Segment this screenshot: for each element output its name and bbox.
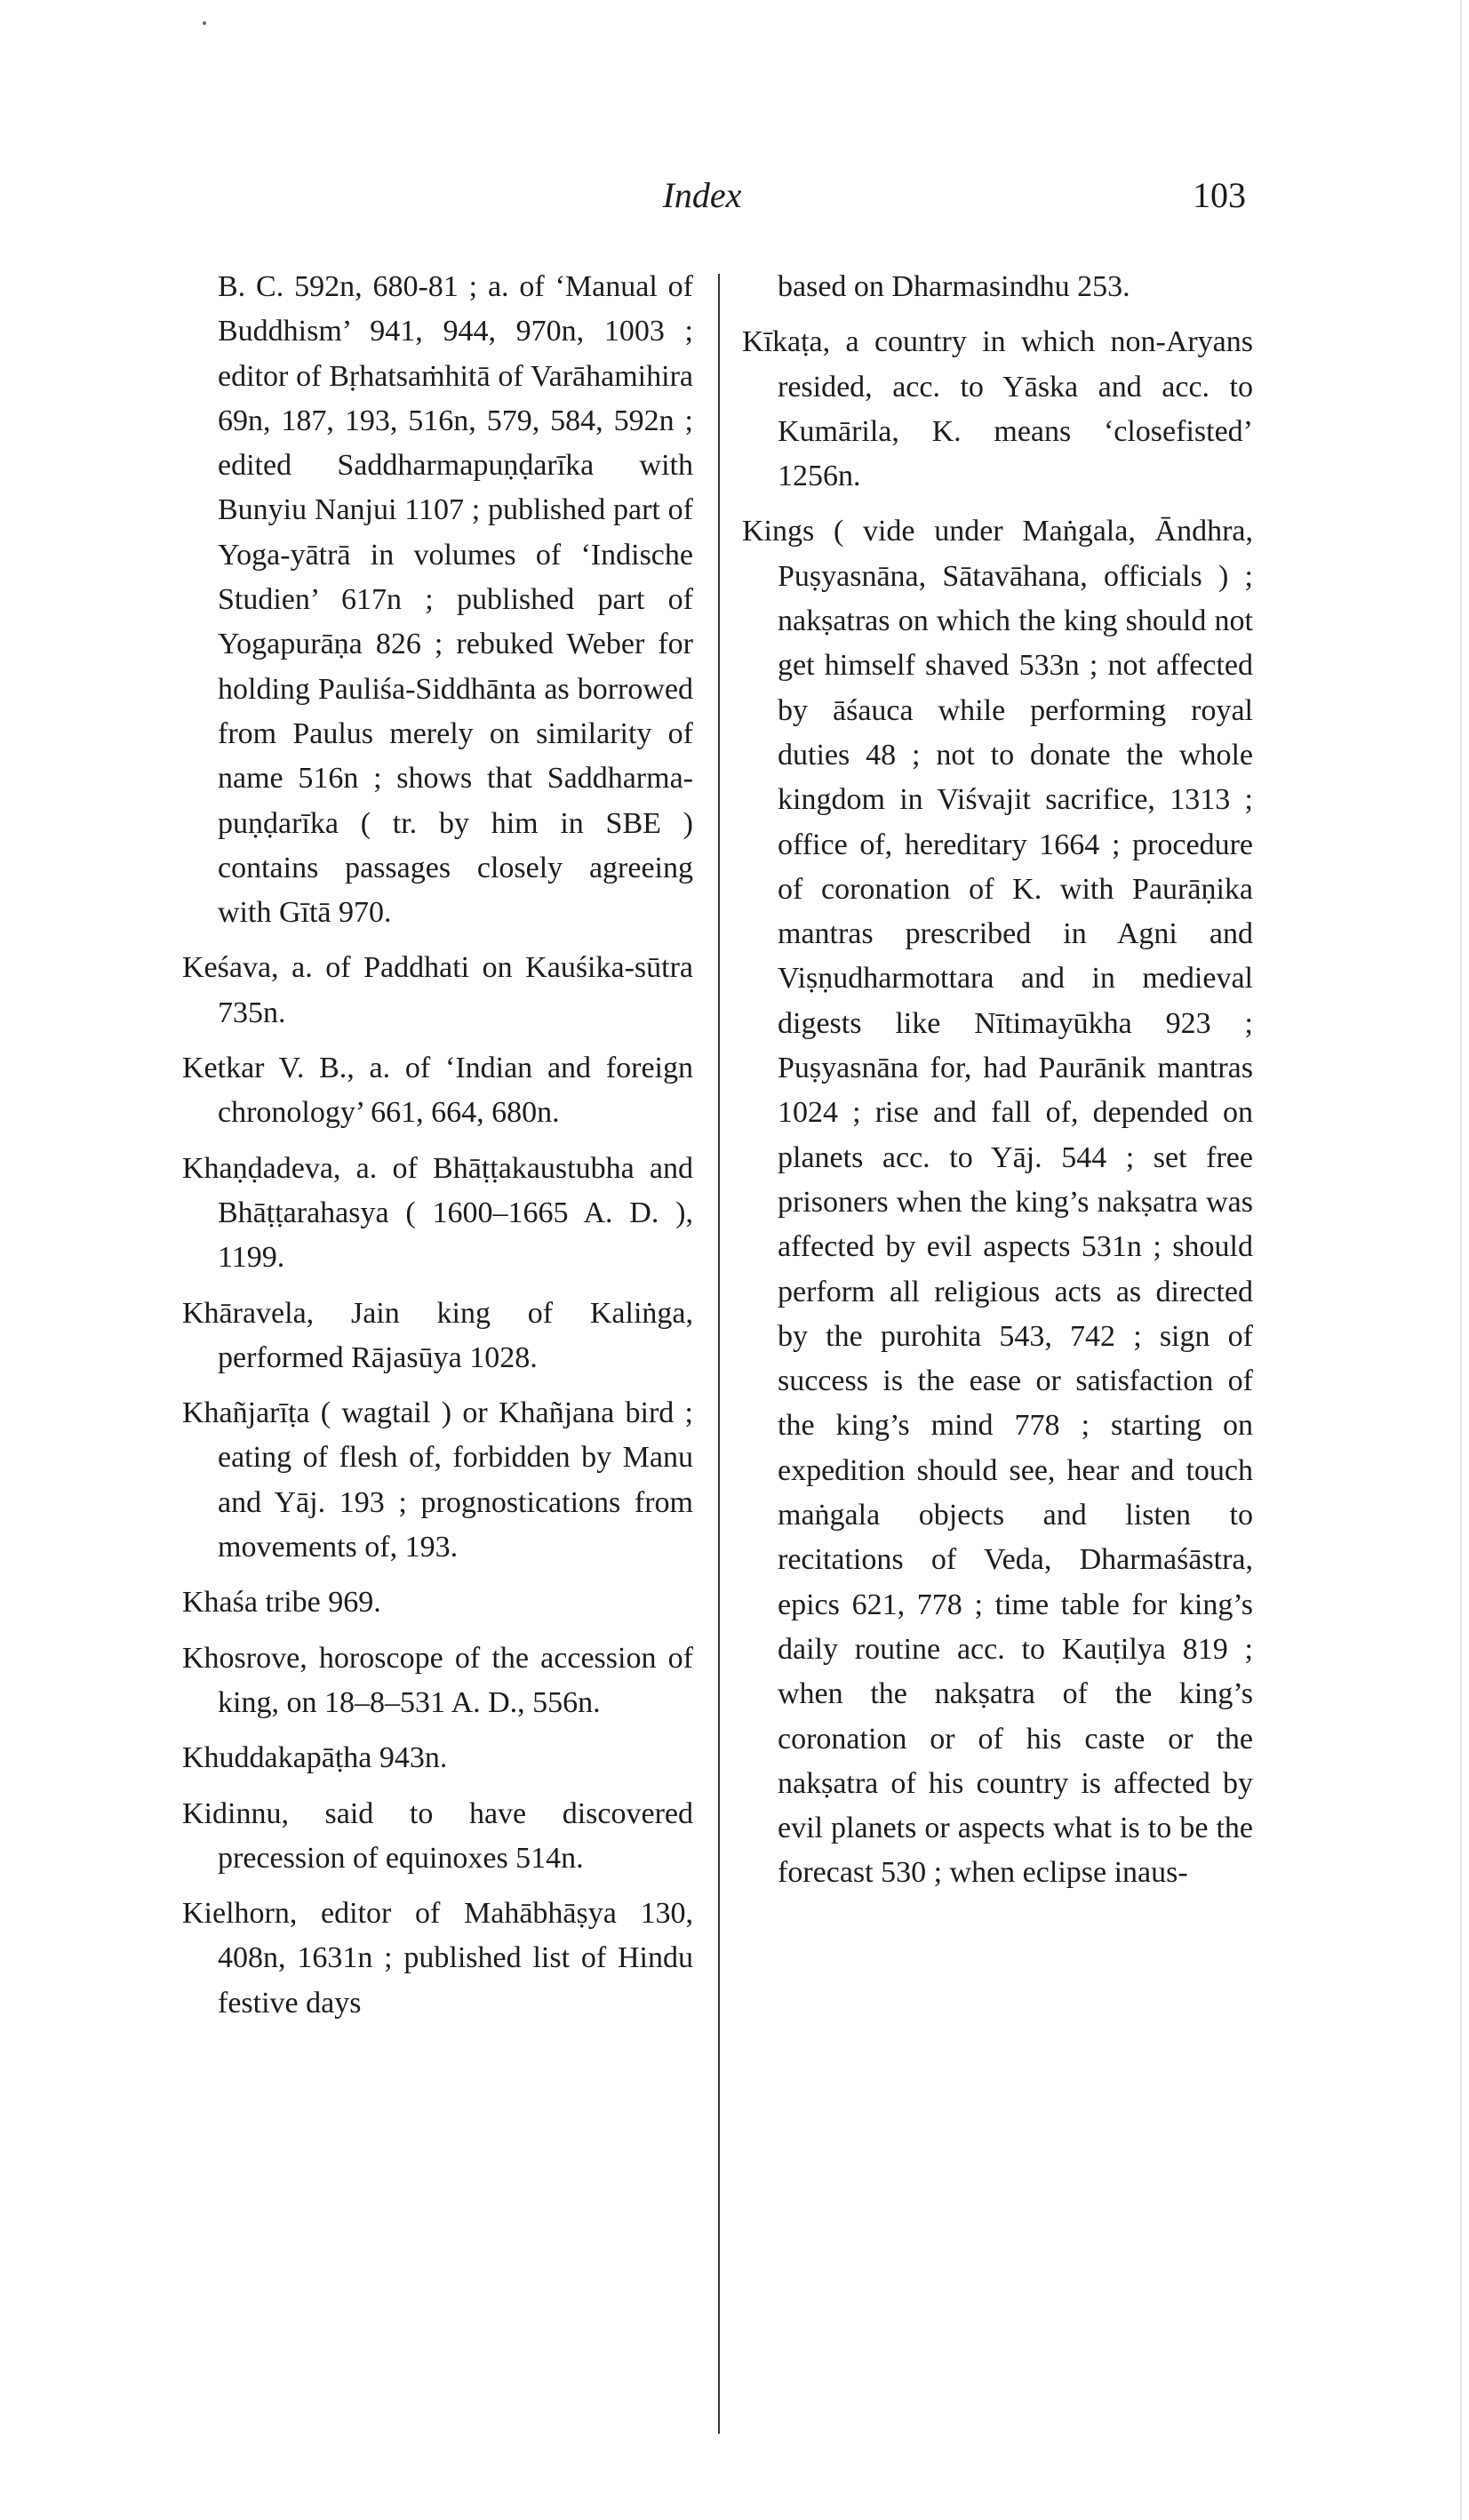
specks [203,21,206,25]
index-entry: Kīkaṭa, a country in which non-Aryans resided, acc. to Yāska and acc. to Kumārila, K. means ‘closefisted’ 1256n. [742,325,1253,493]
index-entry-continued: B. C. 592n, 680-81 ; a. of ‘Manual of Buddhism’ 941, 944, 970n, 1003 ; editor of Bṛhatsaṁhitā of Varāhamihira 69n, 187, 193, 516n, 579, 584, 592n ; edited Saddharmapuṇḍarīka with Bunyiu Nanjui 1107 ; published part of Yoga-yātrā in volumes of ‘Indische Studien’ 617n ; published part of Yogapurāṇa 826 ; rebuked Weber for holding Pauliśa-Siddhānta as borrowed from Paulus merely on similarity of name 516n ; shows that Saddharma-puṇḍarīka ( tr. by him in SBE ) contains passages closely agreeing with Gītā 970. [218,270,693,930]
index-entry: Khuddakapāṭha 943n. [182,1741,448,1775]
index-entry: Kidinnu, said to have discovered precession of equinoxes 514n. [182,1796,693,1875]
right-column [742,265,1253,1907]
index-entry: Khāravela, Jain king of Kaliṅga, performed Rājasūya 1028. [182,1296,693,1374]
index-entry: Kielhorn, editor of Mahābhāṣya 130, 408n, 1631n ; published list of Hindu festive days [182,1897,693,2020]
left-column [182,265,693,2036]
column-divider [718,274,720,2434]
index-entry: Keśava, a. of Paddhati on Kauśika-sūtra 735n. [182,951,693,1029]
index-entry-continued: based on Dharmasindhu 253. [778,270,1130,303]
page-header-title: Index [662,175,742,215]
page-edge-shadow [1460,0,1462,2520]
page-number: 103 [1193,175,1246,215]
index-entry: Khaśa tribe 969. [182,1586,381,1620]
index-entry: Khañjarīṭa ( wagtail ) or Khañjana bird ; eating of flesh of, forbidden by Manu and Yāj. 193 ; prognostications from movements of, 193. [182,1396,693,1564]
index-entry: Khaṇḍadeva, a. of Bhāṭṭakaustubha and Bhāṭṭarahasya ( 1600–1665 A. D. ), 1199. [182,1151,693,1275]
index-entry: Khosrove, horoscope of the accession of king, on 18–8–531 A. D., 556n. [182,1641,693,1719]
index-entry: Kings ( vide under Maṅgala, Āndhra, Puṣyasnāna, Sātavāhana, officials ) ; nakṣatras on which the king should not get himself shaved 533n ; not affected by āśauca while performing royal duties 48 ; not to donate the whole kingdom in Viśvajit sacrifice, 1313 ; office of, hereditary 1664 ; procedure of coronation of K. with Paurāṇika mantras prescribed in Agni and Viṣṇudharmottara and in medieval digests like Nītimayūkha 923 ; Puṣyasnāna for, had Paurānik mantras 1024 ; rise and fall of, depended on planets acc. to Yāj. 544 ; set free prisoners when the king’s nakṣatra was affected by evil aspects 531n ; should perform all religious acts as directed by the purohita 543, 742 ; sign of success is the ease or satisfaction of the king’s mind 778 ; starting on expedition should see, hear and touch maṅgala objects and listen to recitations of Veda, Dharmaśāstra, epics 621, 778 ; time table for king’s daily routine acc. to Kauṭilya 819 ; when the nakṣatra of the king’s coronation or of his caste or the nakṣatra of his country is affected by evil planets or aspects what is to be the forecast 530 ; when eclipse inaus- [742,515,1253,1890]
index-entry: Ketkar V. B., a. of ‘Indian and foreign chronology’ 661, 664, 680n. [182,1052,693,1130]
